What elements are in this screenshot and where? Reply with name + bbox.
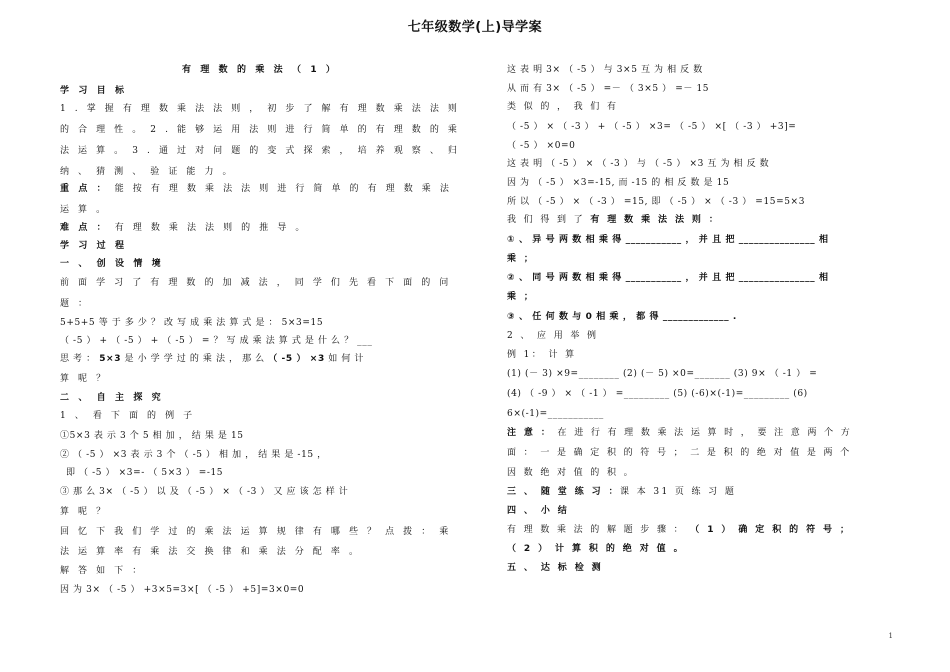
part2-line-1: 1 、 看 下 面 的 例 子 xyxy=(60,411,196,421)
part3-line xyxy=(507,486,736,498)
summary-step-2: （ 2 ） 计 算 积 的 绝 对 值 。 xyxy=(507,544,685,554)
summary-text: 有 理 数 乘 法 的 解 题 步 骤 ： xyxy=(507,525,691,535)
think-expr-1: 5×3 xyxy=(99,354,122,364)
part1-line-1: 前 面 学 习 了 有 理 数 的 加 减 法 ， 同 学 们 先 看 下 面 的 问 xyxy=(60,278,452,288)
summary-line-1 xyxy=(507,524,851,536)
part4-heading: 四 、 小 结 xyxy=(507,506,570,516)
note-label: 注 意 ： xyxy=(507,428,553,438)
example-heading: 例 1： 计 算 xyxy=(507,350,577,360)
part2-line-8: 法 运 算 率 有 乘 法 交 换 律 和 乘 法 分 配 率 。 xyxy=(60,547,362,557)
goal-line-3: 法 运 算 。 3 . 通 过 对 问 题 的 变 式 探 索 ， 培 养 观 察 、 归 xyxy=(60,146,461,156)
right-line-3: 类 似 的 ， 我 们 有 xyxy=(507,102,619,112)
right-line-8: 所 以 （ -5 ） × （ -3 ） =15, 即 （ -5 ） × （ -3 ） =15=5×3 xyxy=(507,197,806,207)
part1-line-4: （ -5 ） + （ -5 ） + （ -5 ） = ？ 写 成 乘 法 算 式 是 什 么 ？ ___ xyxy=(60,336,373,346)
think-text: 是 小 学 学 过 的 乘 法 ， 那 么 xyxy=(121,354,269,364)
part1-line-2: 题 ： xyxy=(60,299,91,309)
right-line-2: 从 而 有 3× （ -5 ） =－ （ 3×5 ） =－ 15 xyxy=(507,84,710,94)
rule-3: ③ 、 任 何 数 与 0 相 乘 ， 都 得 _____________ . xyxy=(507,312,737,322)
part2-line-9: 解 答 如 下 ： xyxy=(60,566,145,576)
goals-heading: 学 习 目 标 xyxy=(60,86,128,96)
part2-line-4: 即 （ -5 ） ×3=- （ 5×3 ） =-15 xyxy=(66,468,224,478)
goal-line-1: 1 . 掌 握 有 理 数 乘 法 法 则 ， 初 步 了 解 有 理 数 乘 法 法 则 xyxy=(60,104,461,114)
example-line-2: (4) （ -9 ） × （ -1 ） =_________ (5) (-6)×(-1)=_________ (6) xyxy=(507,389,808,399)
key-point xyxy=(60,183,452,195)
part1-line-6: 算 呢 ？ xyxy=(60,374,109,384)
part2-line-3: ② （ -5 ） ×3 表 示 3 个 （ -5 ） 相 加 ， 结 果 是 -15 ， xyxy=(60,450,327,460)
difficulty-text: 有 理 数 乘 法 法 则 的 推 导 。 xyxy=(108,223,308,233)
key-point-line-2: 运 算 。 xyxy=(60,205,109,215)
document-title: 七年级数学(上)导学案 xyxy=(407,20,543,35)
rule-2-cont: 乘 ； xyxy=(507,292,536,302)
example-line-1: (1) (－ 3) ×9=________ (2) (－ 5) ×0=_______ (3) 9× （ -1 ） = xyxy=(507,369,818,379)
difficulty xyxy=(60,222,307,234)
note-line-2: 面 ： 一 是 确 定 积 的 符 号 ； 二 是 积 的 绝 对 值 是 两 个 xyxy=(507,448,852,458)
part2-line-10: 因 为 3× （ -5 ） +3×5=3×[ （ -5 ） +5]=3×0=0 xyxy=(60,585,305,595)
right-line-5: （ -5 ） ×0=0 xyxy=(507,141,576,151)
rule-heading: 有 理 数 乘 法 法 则 ： xyxy=(590,215,721,225)
rule-2: ② 、 同 号 两 数 相 乘 得 ___________ ， 并 且 把 _______________ 相 xyxy=(507,273,829,283)
example-line-3: 6×(-1)=___________ xyxy=(507,409,604,419)
right-line-6: 这 表 明 （ -5 ） × （ -3 ） 与 （ -5 ） ×3 互 为 相 反 数 xyxy=(507,159,770,169)
part2-line-7: 回 忆 下 我 们 学 过 的 乘 法 运 算 规 律 有 哪 些 ？ 点 拨 ： 乘 xyxy=(60,527,452,537)
note-text: 在 进 行 有 理 数 乘 法 运 算 时 ， 要 注 意 两 个 方 xyxy=(552,428,853,438)
part1-line-5 xyxy=(60,353,364,365)
part2-line-2: ①5×3 表 示 3 个 5 相 加 ， 结 果 是 15 xyxy=(60,431,244,441)
rule-1-cont: 乘 ； xyxy=(507,254,536,264)
right-line-9 xyxy=(507,214,720,226)
rule-1: ① 、 异 号 两 数 相 乘 得 ___________ ， 并 且 把 _______________ 相 xyxy=(507,235,829,245)
part2-line-6: 算 呢 ？ xyxy=(60,507,109,517)
part5-heading: 五 、 达 标 检 测 xyxy=(507,563,604,573)
page-number: 1 xyxy=(888,632,893,640)
part3-heading: 三 、 随 堂 练 习 ： xyxy=(507,487,621,497)
process-heading: 学 习 过 程 xyxy=(60,241,128,251)
note-line-3: 因 数 绝 对 值 的 积 。 xyxy=(507,468,636,478)
right-line-7: 因 为 （ -5 ） ×3=-15, 而 -15 的 相 反 数 是 15 xyxy=(507,178,730,188)
note-line-1 xyxy=(507,427,852,439)
difficulty-label: 难 点 ： xyxy=(60,223,109,233)
part1-line-3: 5+5+5 等 于 多 少 ？ 改 写 成 乘 法 算 式 是 ： 5×3=15 xyxy=(60,318,324,328)
key-point-text: 能 按 有 理 数 乘 法 法 则 进 行 简 单 的 有 理 数 乘 法 xyxy=(108,184,452,194)
summary-step-1: （ 1 ） 确 定 积 的 符 号 ； xyxy=(690,525,852,535)
section-title: 有 理 数 的 乘 法 （ 1 ） xyxy=(181,65,339,75)
rule-intro: 我 们 得 到 了 xyxy=(507,215,591,225)
part3-text: 课 本 31 页 练 习 题 xyxy=(620,487,737,497)
think-label: 思 考 ： xyxy=(60,354,100,364)
application-heading: 2 、 应 用 举 例 xyxy=(507,331,599,341)
think-expr-2: （ -5 ） ×3 xyxy=(268,354,325,364)
think-tail: 如 何 计 xyxy=(324,354,364,364)
goal-line-4: 纳 、 猜 测 、 验 证 能 力 。 xyxy=(60,167,235,177)
part2-line-5: ③ 那 么 3× （ -5 ） 以 及 （ -5 ） × （ -3 ） 又 应 该 怎 样 计 xyxy=(60,487,349,497)
right-line-4: （ -5 ） × （ -3 ） + （ -5 ） ×3= （ -5 ） ×[ （ -3 ） +3]= xyxy=(507,122,797,132)
goal-line-2: 的 合 理 性 。 2 . 能 够 运 用 法 则 进 行 简 单 的 有 理 数 的 乘 xyxy=(60,125,461,135)
key-point-label: 重 点 ： xyxy=(60,184,109,194)
part1-heading: 一 、 创 设 情 境 xyxy=(60,259,164,269)
part2-heading: 二 、 自 主 探 究 xyxy=(60,393,164,403)
right-line-1: 这 表 明 3× （ -5 ） 与 3×5 互 为 相 反 数 xyxy=(507,65,703,75)
